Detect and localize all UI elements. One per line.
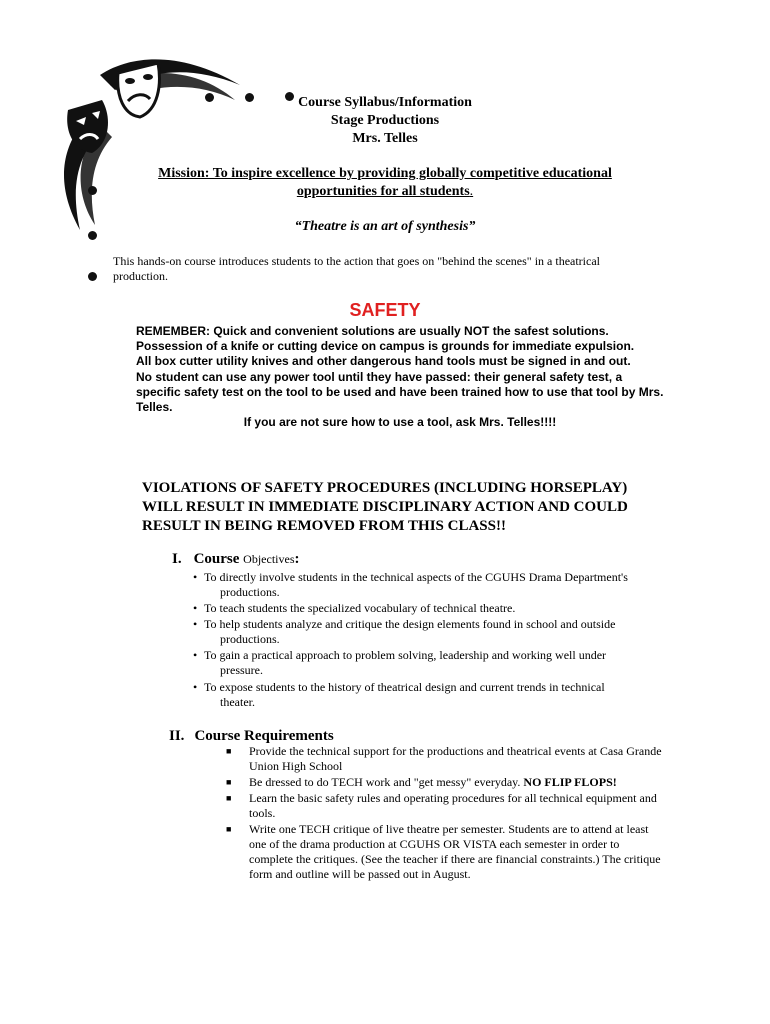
safety-final-rule: If you are not sure how to use a tool, ask Mrs. Telles!!!! (243, 415, 557, 430)
mission-statement: Mission: To inspire excellence by providing globally competitive educational opportunities for all students. (130, 165, 640, 201)
list-item: • To directly involve students in the technical aspects of the CGUHS Drama Department's productions. (193, 570, 628, 599)
list-item: • To teach students the specialized vocabulary of technical theatre. (193, 601, 516, 615)
mission-line-2: opportunities for all students (296, 184, 470, 199)
section-requirements-heading: II. Course Requirements (169, 728, 334, 744)
list-item: • To expose students to the history of theatrical design and current trends in technical theater. (193, 680, 605, 709)
list-item: • To gain a practical approach to problem solving, leadership and working well under pressure. (193, 648, 607, 677)
theatre-quote: “Theatre is an art of synthesis” (294, 219, 476, 234)
objectives-list (190, 570, 660, 711)
safety-rule: Possession of a knife or cutting device on campus is grounds for immediate expulsion. (136, 339, 635, 354)
safety-rule: All box cutter utility knives and other dangerous hand tools must be signed in and out. (136, 354, 631, 369)
header-title: Course Syllabus/Information (298, 95, 472, 110)
course-intro: This hands-on course introduces students to the action that goes on "behind the scenes" in a theatrical production. (113, 254, 601, 283)
violations-warning: VIOLATIONS OF SAFETY PROCEDURES (INCLUDING HORSEPLAY) WILL RESULT IN IMMEDIATE DISCIPLINARY ACTION AND COULD RESULT IN BEING REMOVED FROM THIS CLASS!! (142, 480, 628, 534)
decorative-dot (205, 93, 214, 102)
decorative-dot (88, 231, 97, 240)
list-item: ■ Write one TECH critique of live theatre per semester. Students are to attend at least one of the drama production at CGUHS OR VISTA each semester in order to complete the critiques. (See the teacher if there are financial constraints.) The critique form and outline will be passed out in August. (226, 822, 661, 881)
theatre-masks-graphic (40, 55, 290, 245)
safety-rule: REMEMBER: Quick and convenient solutions are usually NOT the safest solutions. (136, 324, 609, 338)
list-item: • To help students analyze and critique the design elements found in school and outside productions. (193, 617, 616, 646)
section-objectives-heading: I. Course Objectives: (172, 551, 300, 567)
list-item: ■ Provide the technical support for the productions and theatrical events at Casa Grande Union High School (226, 744, 662, 773)
safety-rule: No student can use any power tool until they have passed: their general safety test, a specific safety test on the tool to be used and have been trained how to use that tool by Mrs. Telles. (136, 369, 664, 415)
decorative-dot (88, 272, 97, 281)
mission-line-1: Mission: To inspire excellence by providing globally competitive educational (158, 166, 612, 181)
decorative-dot (88, 186, 97, 195)
comedy-mask-icon (118, 63, 160, 117)
requirements-list (224, 744, 664, 883)
safety-title: SAFETY (349, 300, 421, 320)
syllabus-header (240, 94, 530, 148)
list-item: ■ Be dressed to do TECH work and "get messy" everyday. NO FLIP FLOPS! (226, 775, 617, 789)
list-item: ■ Learn the basic safety rules and operating procedures for all technical equipment and tools. (226, 791, 657, 820)
header-teacher: Mrs. Telles (352, 131, 418, 146)
safety-rules (136, 324, 664, 430)
header-course: Stage Productions (330, 113, 440, 128)
